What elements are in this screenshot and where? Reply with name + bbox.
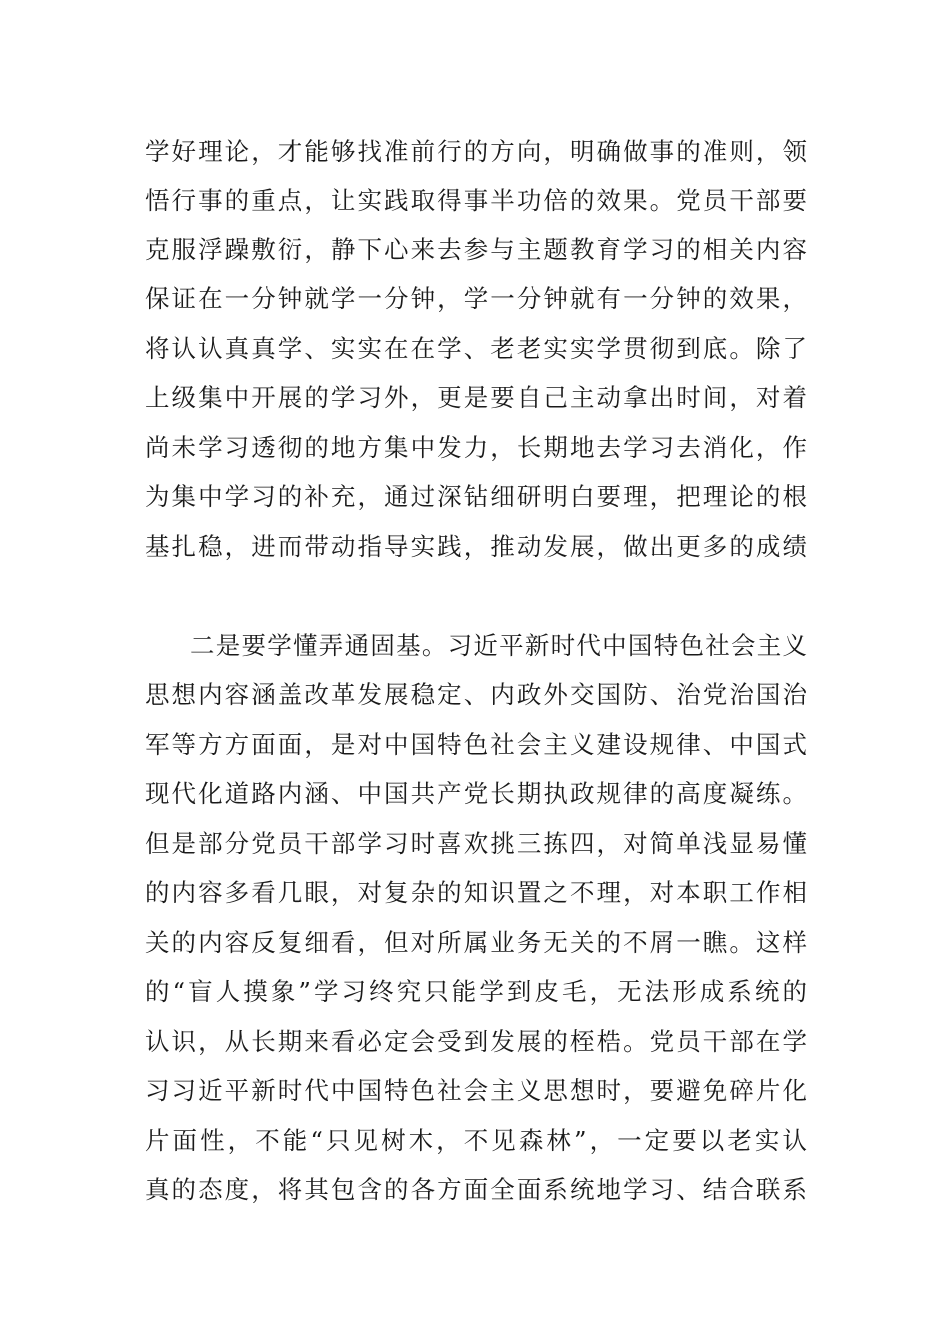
text-line: 但是部分党员干部学习时喜欢挑三拣四，对简单浅显易懂	[145, 829, 807, 858]
text-line: 关的内容反复细看，但对所属业务无关的不屑一瞧。这样	[145, 928, 807, 957]
text-line: 军等方方面面，是对中国特色社会主义建设规律、中国式	[145, 730, 807, 759]
text-line: 为集中学习的补充，通过深钻细研明白要理，把理论的根	[145, 482, 807, 511]
text-line: 尚未学习透彻的地方集中发力，长期地去学习去消化，作	[145, 433, 807, 462]
text-line: 二是要学懂弄通固基。习近平新时代中国特色社会主义	[190, 631, 807, 660]
text-line: 上级集中开展的学习外，更是要自己主动拿出时间，对着	[145, 383, 807, 412]
text-line: 认识，从长期来看必定会受到发展的桎梏。党员干部在学	[145, 1027, 807, 1056]
text-line: 思想内容涵盖改革发展稳定、内政外交国防、治党治国治	[145, 680, 807, 709]
text-line: 克服浮躁敷衍，静下心来去参与主题教育学习的相关内容	[145, 235, 807, 264]
text-line: 片面性，不能“只见树木，不见森林”，一定要以老实认	[145, 1126, 807, 1155]
text-line: 保证在一分钟就学一分钟，学一分钟就有一分钟的效果，	[145, 284, 807, 313]
text-line: 将认认真真学、实实在在学、老老实实学贯彻到底。除了	[145, 334, 807, 363]
text-line: 现代化道路内涵、中国共产党长期执政规律的高度凝练。	[145, 779, 807, 808]
text-line: 习习近平新时代中国特色社会主义思想时，要避免碎片化	[145, 1076, 807, 1105]
text-line: 基扎稳，进而带动指导实践，推动发展，做出更多的成绩	[145, 532, 807, 561]
text-line: 学好理论，才能够找准前行的方向，明确做事的准则，领	[145, 137, 807, 166]
text-line: 真的态度，将其包含的各方面全面系统地学习、结合联系	[145, 1175, 807, 1204]
text-line: 的“盲人摸象”学习终究只能学到皮毛，无法形成系统的	[145, 977, 807, 1006]
text-line: 悟行事的重点，让实践取得事半功倍的效果。党员干部要	[145, 186, 807, 215]
text-line: 的内容多看几眼，对复杂的知识置之不理，对本职工作相	[145, 878, 807, 907]
